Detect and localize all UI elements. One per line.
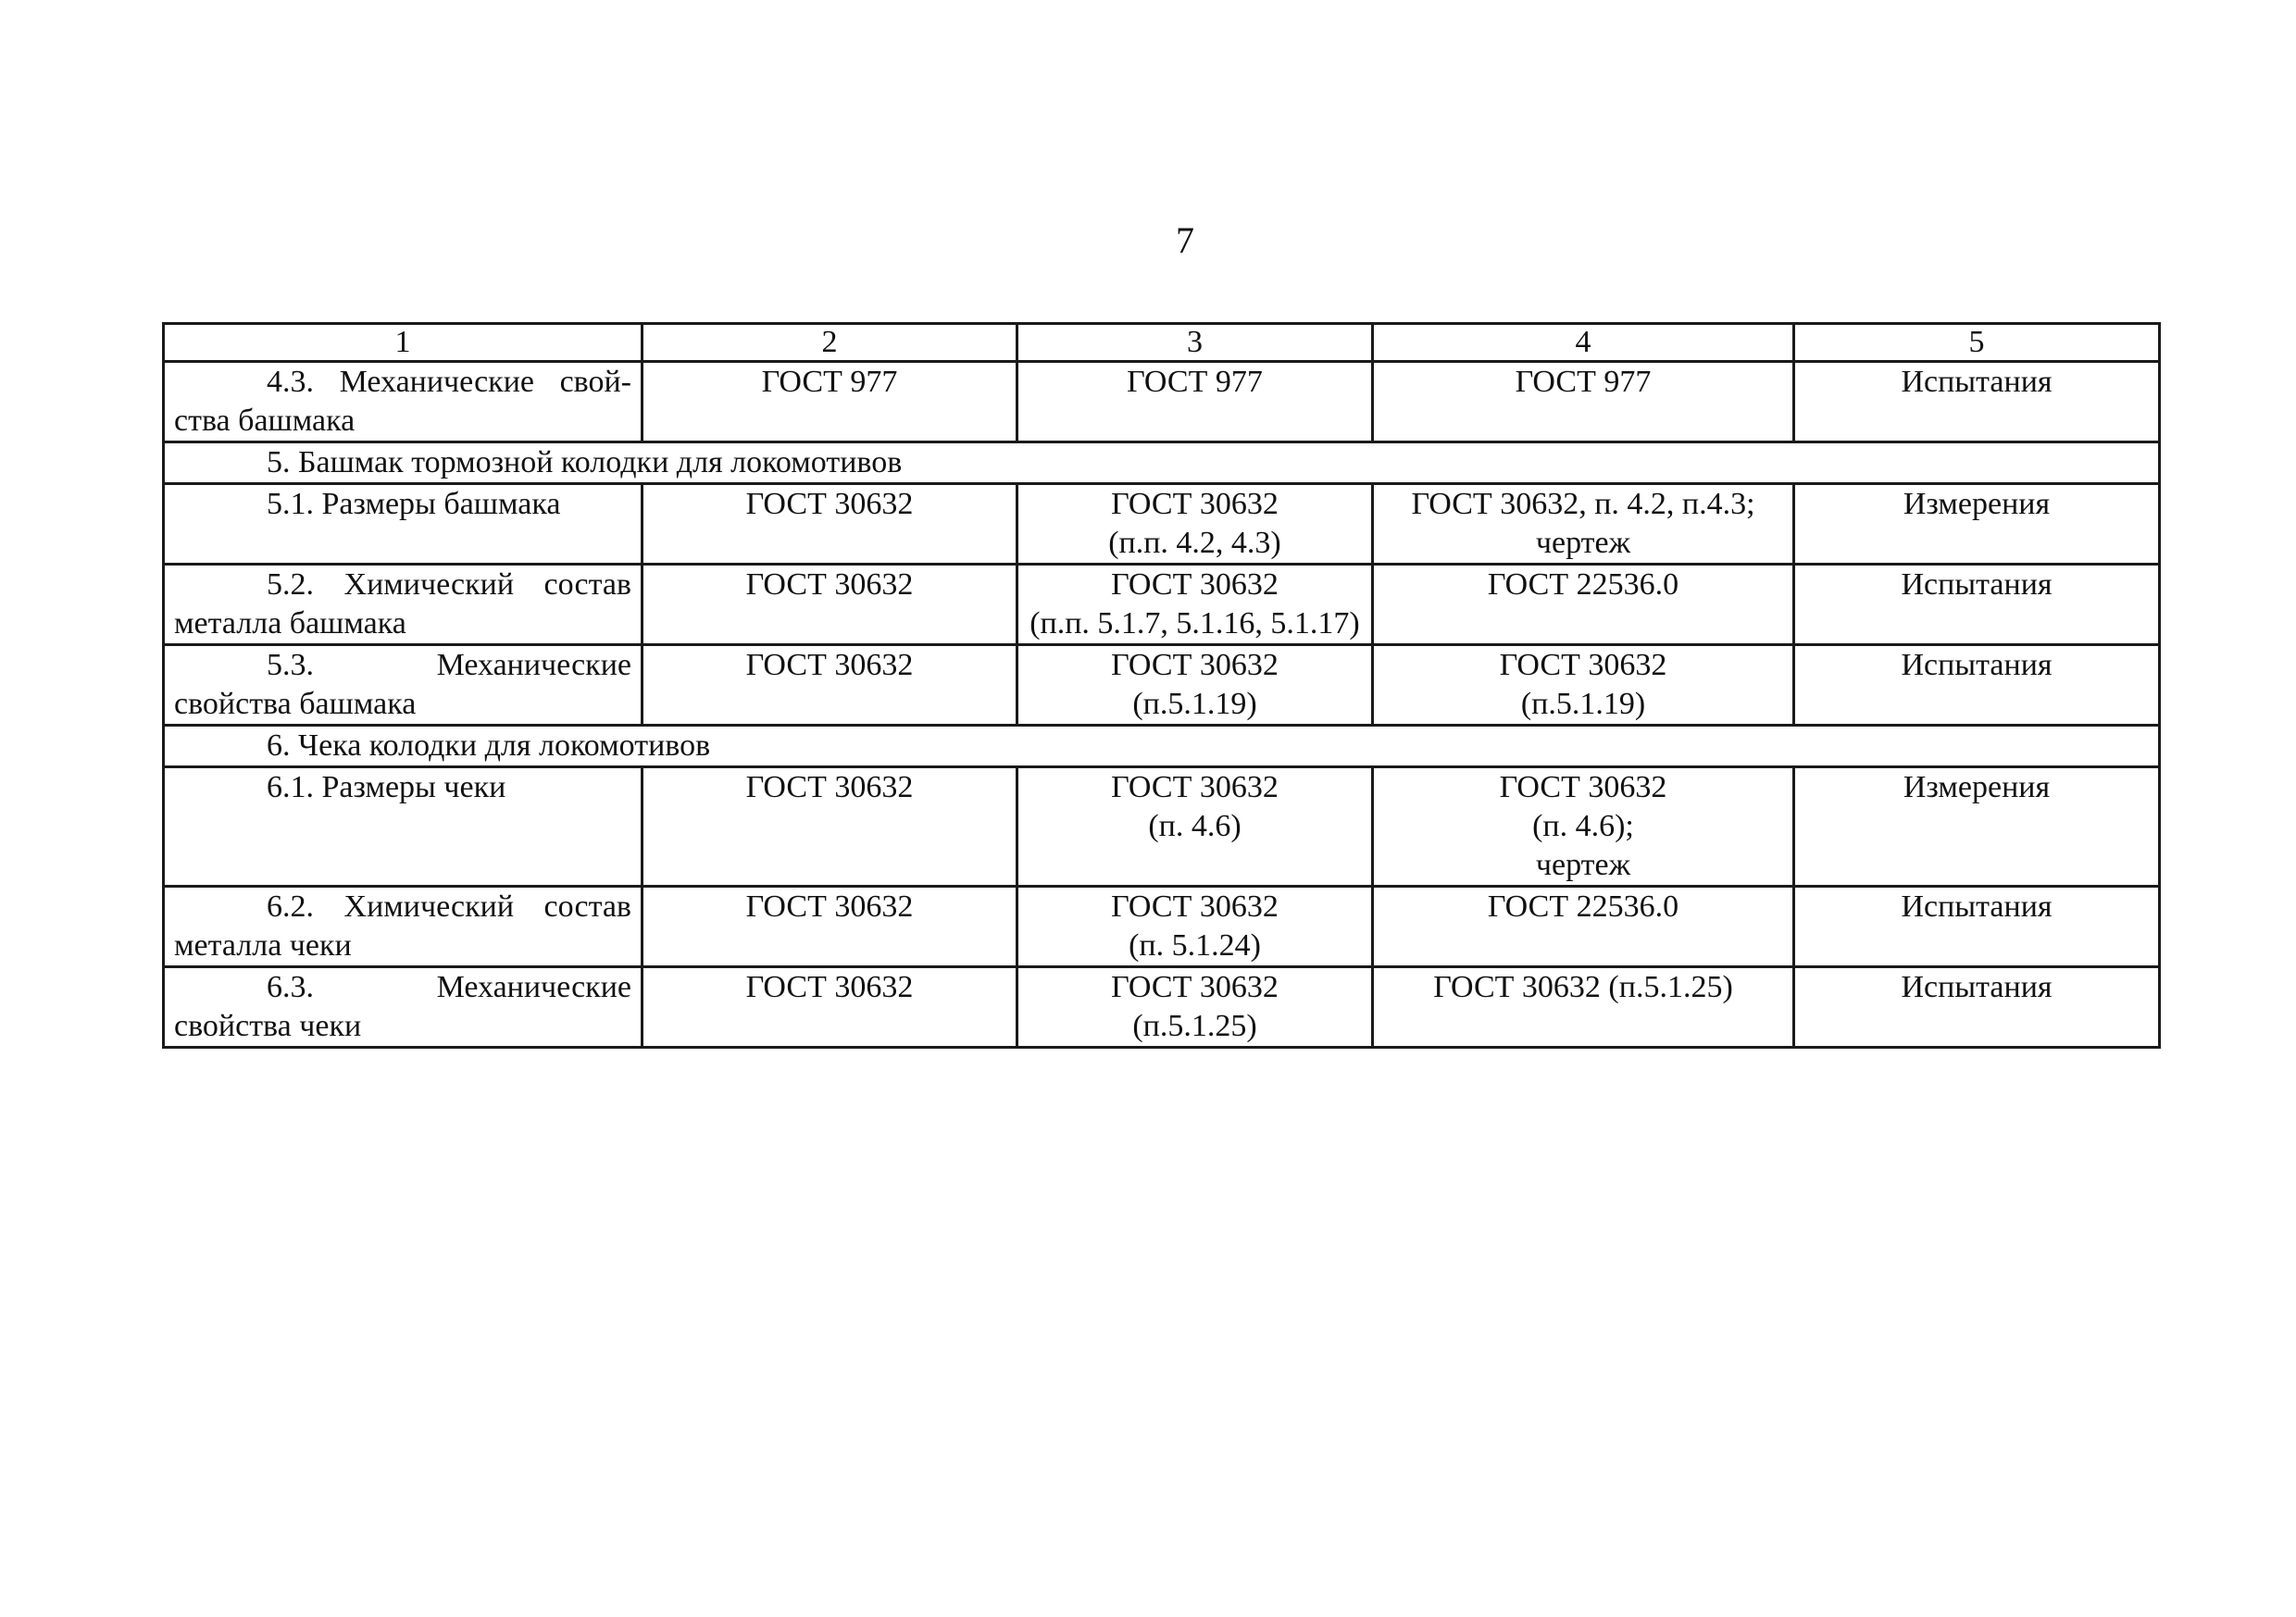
standard-cell: ГОСТ 30632 — [643, 645, 1017, 726]
header-cell: 3 — [1017, 324, 1373, 362]
standard-cell: ГОСТ 30632 — [643, 565, 1017, 645]
table-row — [164, 362, 2160, 442]
method-line: (п.5.1.19) — [1520, 687, 1646, 721]
table-row — [164, 645, 2160, 726]
control-type-cell: Испытания — [1794, 967, 2160, 1048]
clause-line: (п.5.1.19) — [1132, 687, 1257, 721]
method-cell — [1373, 967, 1794, 1048]
method-line: (п. 4.6); — [1532, 809, 1634, 843]
page-number: 7 — [1176, 219, 1194, 261]
header-cell: 5 — [1794, 324, 2160, 362]
item-cell: 5.2. Химический состав металла башмака — [164, 565, 643, 645]
clause-cell — [1017, 767, 1373, 887]
table-row — [164, 484, 2160, 565]
clause-cell — [1017, 362, 1373, 442]
method-cell — [1373, 484, 1794, 565]
clause-line: (п. 5.1.24) — [1129, 928, 1261, 963]
control-type-cell: Испытания — [1794, 645, 2160, 726]
method-cell — [1373, 887, 1794, 967]
clause-cell — [1017, 484, 1373, 565]
method-line: ГОСТ 30632 — [1499, 648, 1667, 682]
table-row — [164, 967, 2160, 1048]
clause-line: (п.п. 5.1.7, 5.1.16, 5.1.17) — [1029, 606, 1360, 641]
section-title: 5. Башмак тормозной колодки для локомотивов — [164, 442, 2160, 484]
table-header-row — [164, 324, 2160, 362]
section-row — [164, 726, 2160, 767]
clause-line: ГОСТ 30632 — [1111, 970, 1279, 1004]
requirements-table — [162, 322, 2161, 1049]
clause-line: ГОСТ 30632 — [1111, 648, 1279, 682]
method-line: чертеж — [1535, 848, 1631, 882]
control-type-cell: Измерения — [1794, 767, 2160, 887]
item-cell: 6.2. Химический состав металла чеки — [164, 887, 643, 967]
header-cell: 1 — [164, 324, 643, 362]
clause-line: ГОСТ 977 — [1127, 365, 1263, 399]
method-cell — [1373, 767, 1794, 887]
clause-cell — [1017, 645, 1373, 726]
item-cell: 6.1. Размеры чеки — [164, 767, 643, 887]
method-cell — [1373, 362, 1794, 442]
header-cell: 2 — [643, 324, 1017, 362]
clause-cell — [1017, 887, 1373, 967]
control-type-cell: Испытания — [1794, 565, 2160, 645]
section-row — [164, 442, 2160, 484]
clause-line: ГОСТ 30632 — [1111, 770, 1279, 804]
standard-cell: ГОСТ 30632 — [643, 887, 1017, 967]
clause-cell — [1017, 565, 1373, 645]
method-line: ГОСТ 30632 — [1499, 770, 1667, 804]
clause-line: (п. 4.6) — [1148, 809, 1242, 843]
control-type-cell: Испытания — [1794, 887, 2160, 967]
method-cell — [1373, 645, 1794, 726]
control-type-cell: Испытания — [1794, 362, 2160, 442]
table-row — [164, 767, 2160, 887]
standard-cell: ГОСТ 30632 — [643, 767, 1017, 887]
clause-cell — [1017, 967, 1373, 1048]
clause-line: (п.5.1.25) — [1132, 1009, 1257, 1043]
method-line: ГОСТ 22536.0 — [1487, 567, 1679, 602]
method-line: ГОСТ 30632, п. 4.2, п.4.3; — [1411, 487, 1755, 521]
item-cell: 4.3. Механические свой-ства башмака — [164, 362, 643, 442]
table-row — [164, 887, 2160, 967]
method-cell — [1373, 565, 1794, 645]
table-row — [164, 565, 2160, 645]
item-cell: 5.3. Механические свойства башмака — [164, 645, 643, 726]
method-line: ГОСТ 30632 (п.5.1.25) — [1433, 970, 1733, 1004]
clause-line: ГОСТ 30632 — [1111, 487, 1279, 521]
header-cell: 4 — [1373, 324, 1794, 362]
method-line: ГОСТ 977 — [1515, 365, 1652, 399]
control-type-cell: Измерения — [1794, 484, 2160, 565]
section-title: 6. Чека колодки для локомотивов — [164, 726, 2160, 767]
clause-line: ГОСТ 30632 — [1111, 889, 1279, 924]
standard-cell: ГОСТ 977 — [643, 362, 1017, 442]
item-cell: 5.1. Размеры башмака — [164, 484, 643, 565]
clause-line: ГОСТ 30632 — [1111, 567, 1279, 602]
standard-cell: ГОСТ 30632 — [643, 484, 1017, 565]
method-line: чертеж — [1535, 526, 1631, 560]
clause-line: (п.п. 4.2, 4.3) — [1108, 526, 1281, 560]
method-line: ГОСТ 22536.0 — [1487, 889, 1679, 924]
standard-cell: ГОСТ 30632 — [643, 967, 1017, 1048]
item-cell: 6.3. Механические свойства чеки — [164, 967, 643, 1048]
